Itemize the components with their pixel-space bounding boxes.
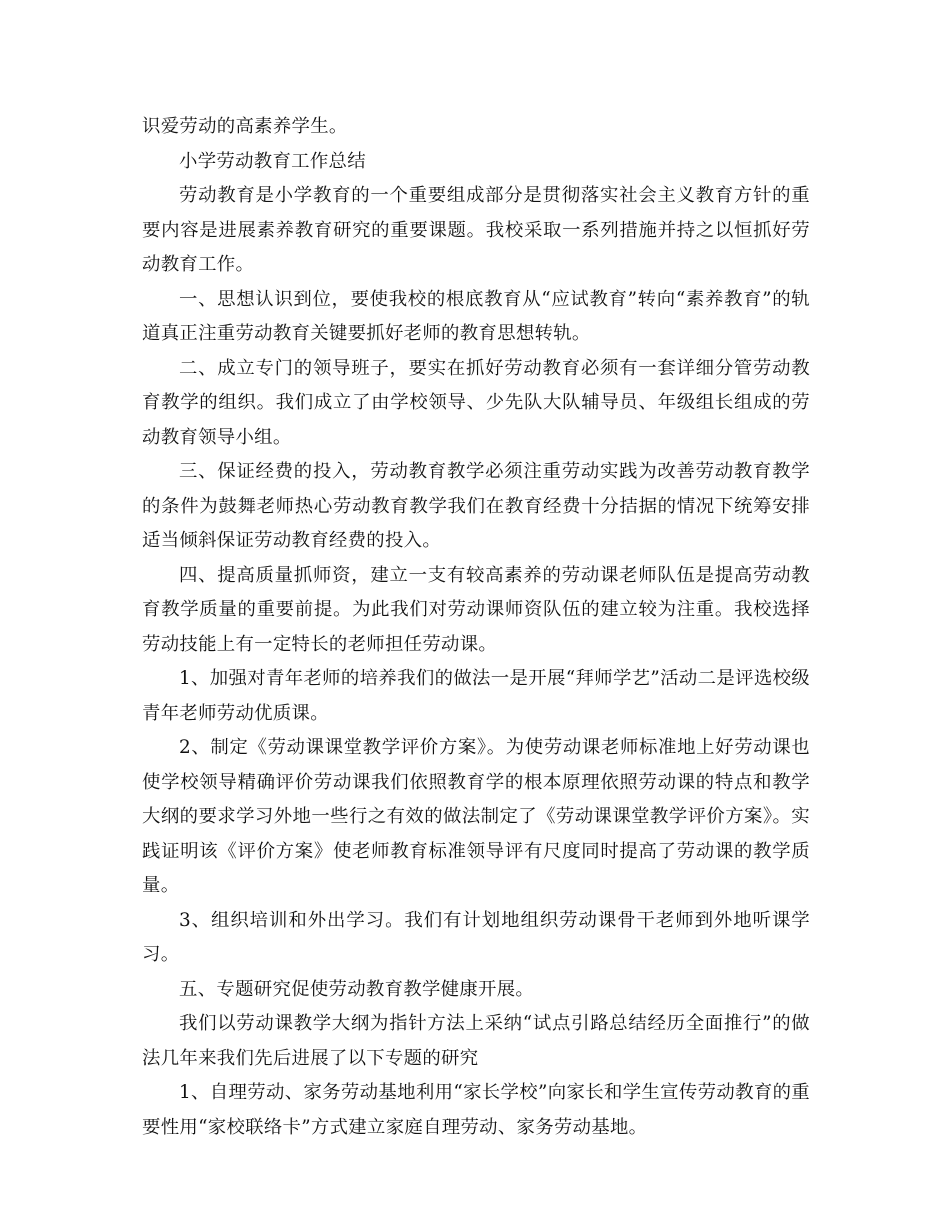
paragraph-4-3-study: 3、组织培训和外出学习。我们有计划地组织劳动课骨干老师到外地听课学习。 [142, 909, 810, 965]
paragraph-4-1-training: 1、加强对青年老师的培养我们的做法一是开展“拜师学艺”活动二是评选校级青年老师劳动优质课。 [142, 668, 810, 724]
paragraph-intro: 劳动教育是小学教育的一个重要组成部分是贯彻落实社会主义教育方针的重要内容是进展素养教育研究的重要课题。我校采取一系列措施并持之以恒抓好劳动教育工作。 [142, 185, 810, 275]
paragraph-2-leadership: 二、成立专门的领导班子，要实在抓好劳动教育必须有一套详细分管劳动教育教学的组织。我们成立了由学校领导、少先队大队辅导员、年级组长组成的劳动教育领导小组。 [142, 357, 810, 448]
lead-line: 识爱劳动的高素养学生。 [142, 116, 348, 137]
document-page [142, 110, 810, 1145]
paragraph-4-teachers: 四、提高质量抓师资，建立一支有较高素养的劳动课老师队伍是提高劳动教育教学质量的重要前提。为此我们对劳动课师资队伍的建立较为注重。我校选择劳动技能上有一定特长的老师担任劳动课。 [142, 564, 810, 655]
paragraph-5-method: 我们以劳动课教学大纲为指针方法上采纳“试点引路总结经历全面推行”的做法几年来我们先后进展了以下专题的研究 [142, 1013, 810, 1069]
paragraph-1-thinking: 一、思想认识到位，要使我校的根底教育从“应试教育”转向“素养教育”的轨道真正注重劳动教育关键要抓好老师的教育思想转轨。 [142, 288, 810, 344]
paragraph-4-2-evaluation: 2、制定《劳动课课堂教学评价方案》。为使劳动课老师标准地上好劳动课也使学校领导精确评价劳动课我们依照教育学的根本原理依照劳动课的特点和教学大纲的要求学习外地一些行之有效的做法制定了《劳动课课堂教学评价方案》。实践证明该《评价方案》使老师教育标准领导评有尺度同时提高了劳动课的教学质量。 [142, 737, 810, 896]
paragraph-5-1-home-labor: 1、自理劳动、家务劳动基地利用“家长学校”向家长和学生宣传劳动教育的重要性用“家校联络卡”方式建立家庭自理劳动、家务劳动基地。 [142, 1082, 810, 1138]
section-title: 小学劳动教育工作总结 [179, 150, 366, 172]
paragraph-3-funding: 三、保证经费的投入，劳动教育教学必须注重劳动实践为改善劳动教育教学的条件为鼓舞老师热心劳动教育教学我们在教育经费十分拮据的情况下统筹安排适当倾斜保证劳动教育经费的投入。 [142, 461, 810, 551]
paragraph-5-research: 五、专题研究促使劳动教育教学健康开展。 [179, 978, 535, 1000]
